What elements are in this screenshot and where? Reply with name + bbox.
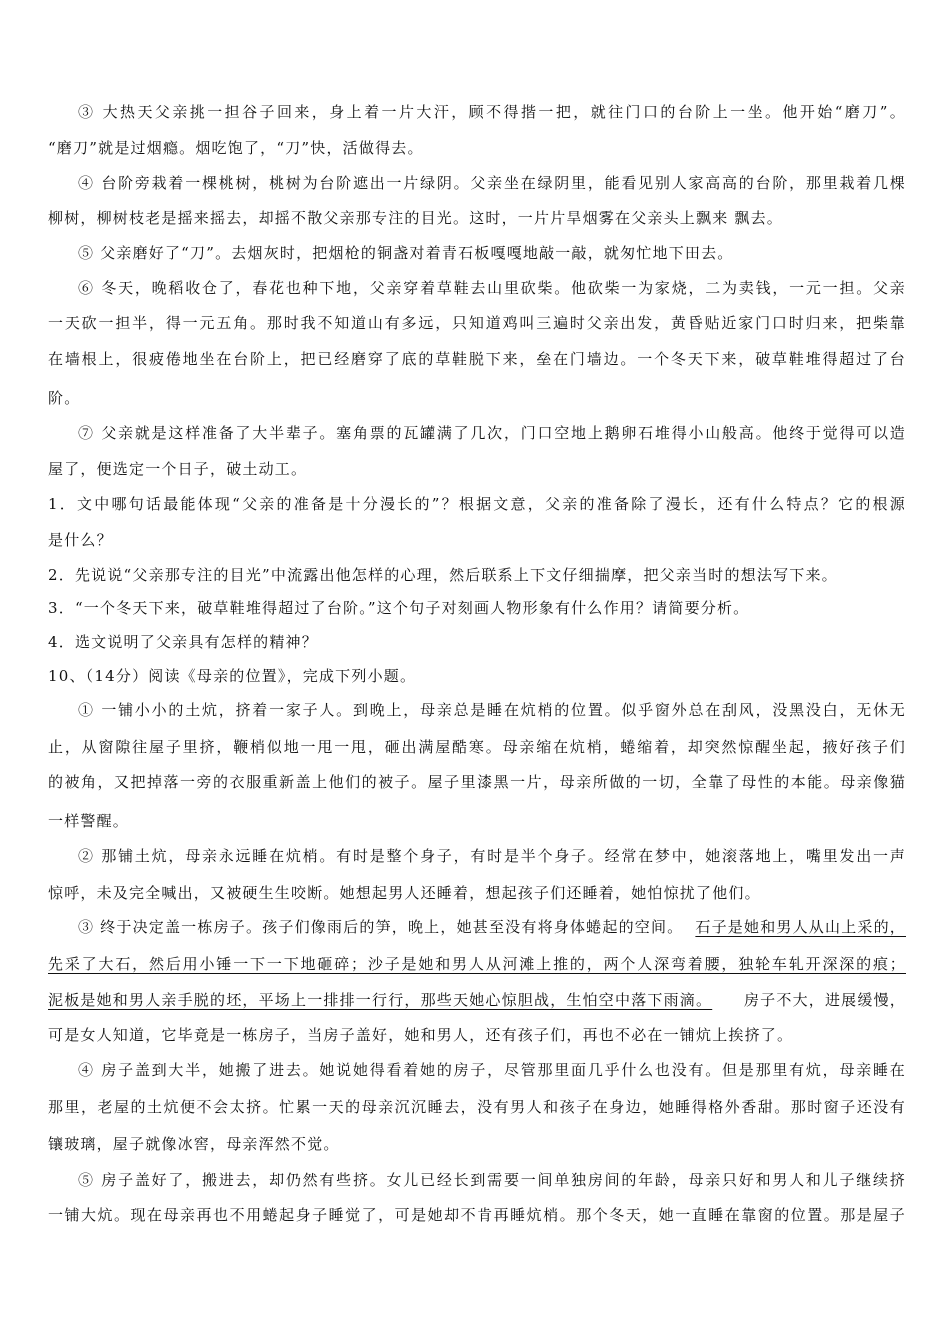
paragraph-line: ④ 台阶旁栽着一棵桃树，桃树为台阶遮出一片绿阴。父亲坐在绿阴里，能看见别人家高高的台阶，那里栽着几棵 xyxy=(78,174,906,192)
paragraph-line: ② 那铺土炕，母亲永远睡在炕梢。有时是整个身子，有时是半个身子。经常在梦中，她滚落地上，嘴里发出一声 xyxy=(78,847,906,865)
underlined-text: 泥板是她和男人亲手脱的坯，平场上一排排一行行，那些天她心惊胆战，生怕空中落下雨滴。 xyxy=(48,991,713,1009)
question-1-cont: 是什么？ xyxy=(48,531,113,549)
paragraph-line: 那里，老屋的土炕便不会太挤。忙累一天的母亲沉沉睡去，没有男人和孩子在身边，她睡得格外香甜。那时窗子还没有 xyxy=(48,1098,906,1116)
paragraph-line: “磨刀”就是过烟瘾。烟吃饱了，“刀”快，活做得去。 xyxy=(48,139,424,157)
paragraph-line: 一样警醒。 xyxy=(48,812,130,830)
paragraph-line: ① 一铺小小的土炕，挤着一家子人。到晚上，母亲总是睡在炕梢的位置。似乎窗外总在刮风，没黑没白，无休无 xyxy=(78,701,906,719)
paragraph-line: 止，从窗隙往屋子里挤，鞭梢似地一甩一甩，砸出满屋酷寒。母亲缩在炕梢，蜷缩着，却突然惊醒坐起，掖好孩子们 xyxy=(48,738,906,756)
question-2: 2．先说说“父亲那专注的目光”中流露出他怎样的心理，然后联系上下文仔细揣摩，把父亲当时的想法写下来。 xyxy=(48,566,838,584)
paragraph-line: ⑤ 父亲磨好了“刀”。去烟灰时，把烟枪的铜盏对着青石板嘎嘎地敲一敲，就匆忙地下田去。 xyxy=(78,244,734,262)
question-4: 4．选文说明了父亲具有怎样的精神？ xyxy=(48,633,318,651)
paragraph-line: 屋了，便选定一个日子，破土动工。 xyxy=(48,460,308,478)
underlined-line: 先采了大石，然后用小锤一下一下地砸碎；沙子是她和男人从河滩上推的，两个人深弯着腰，独轮车轧开深深的痕； xyxy=(48,955,906,973)
paragraph-line: ⑦ 父亲就是这样准备了大半辈子。塞角票的瓦罐满了几次，门口空地上鹅卵石堆得小山般高。他终于觉得可以造 xyxy=(78,424,906,442)
paragraph-line: 镶玻璃，屋子就像冰窖，母亲浑然不觉。 xyxy=(48,1135,340,1153)
paragraph-line xyxy=(48,990,906,1010)
paragraph-line: ④ 房子盖到大半，她搬了进去。她说她得看着她的房子，尽管那里面几乎什么也没有。但是那里有炕，母亲睡在 xyxy=(78,1061,906,1079)
line-text: ③ 终于决定盖一栋房子。孩子们像雨后的笋，晚上，她甚至没有将身体蜷起的空间。 xyxy=(78,918,684,936)
paragraph-line: 在墙根上，很疲倦地坐在台阶上，把已经磨穿了底的草鞋脱下来，垒在门墙边。一个冬天下来，破草鞋堆得超过了台 xyxy=(48,350,906,368)
paragraph-line: ③ 大热天父亲挑一担谷子回来，身上着一片大汗，顾不得揩一把，就往门口的台阶上一坐。他开始“磨刀”。 xyxy=(78,103,906,121)
paragraph-line: 阶。 xyxy=(48,389,81,407)
paragraph-line: 惊呼，未及完全喊出，又被硬生生咬断。她想起男人还睡着，想起孩子们还睡着，她怕惊扰了他们。 xyxy=(48,884,761,902)
question-1: 1．文中哪句话最能体现“父亲的准备是十分漫长的”？根据文意，父亲的准备除了漫长，还有什么特点？它的根源 xyxy=(48,495,906,513)
question-3: 3．“一个冬天下来，破草鞋堆得超过了台阶。”这个句子对刻画人物形象有什么作用？请简要分析。 xyxy=(48,599,750,617)
paragraph-line: ⑥ 冬天，晚稻收仓了，春花也种下地，父亲穿着草鞋去山里砍柴。他砍柴一为家烧，二为卖钱，一元一担。父亲 xyxy=(78,279,906,297)
paragraph-line: 柳树，柳树枝老是摇来摇去，却摇不散父亲那专注的目光。这时，一片片旱烟雾在父亲头上飘来 飘去。 xyxy=(48,209,783,227)
paragraph-line xyxy=(78,917,906,937)
paragraph-line: 的被角，又把掉落一旁的衣服重新盖上他们的被子。屋子里漆黑一片，母亲所做的一切，全靠了母性的本能。母亲像猫 xyxy=(48,773,906,791)
paragraph-line: 一铺大炕。现在母亲再也不用蜷起身子睡觉了，可是她却不肯再睡炕梢。那个冬天，她一直睡在靠窗的位置。那是屋子 xyxy=(48,1206,906,1224)
paragraph-line: 可是女人知道，它毕竟是一栋房子，当房子盖好，她和男人，还有孩子们，再也不必在一铺炕上挨挤了。 xyxy=(48,1026,794,1044)
paragraph-line: ⑤ 房子盖好了，搬进去，却仍然有些挤。女儿已经长到需要一间单独房间的年龄，母亲只好和男人和儿子继续挤 xyxy=(78,1171,906,1189)
paragraph-line: 一天砍一担半，得一元五角。那时我不知道山有多远，只知道鸡叫三遍时父亲出发，黄昏贴近家门口时归来，把柴靠 xyxy=(48,314,906,332)
underlined-text: 石子是她和男人从山上采的， xyxy=(695,918,906,936)
section-heading: 10、（14分）阅读《母亲的位置》，完成下列小题。 xyxy=(48,667,417,685)
line-text: 房子不大，进展缓慢， xyxy=(743,991,906,1009)
